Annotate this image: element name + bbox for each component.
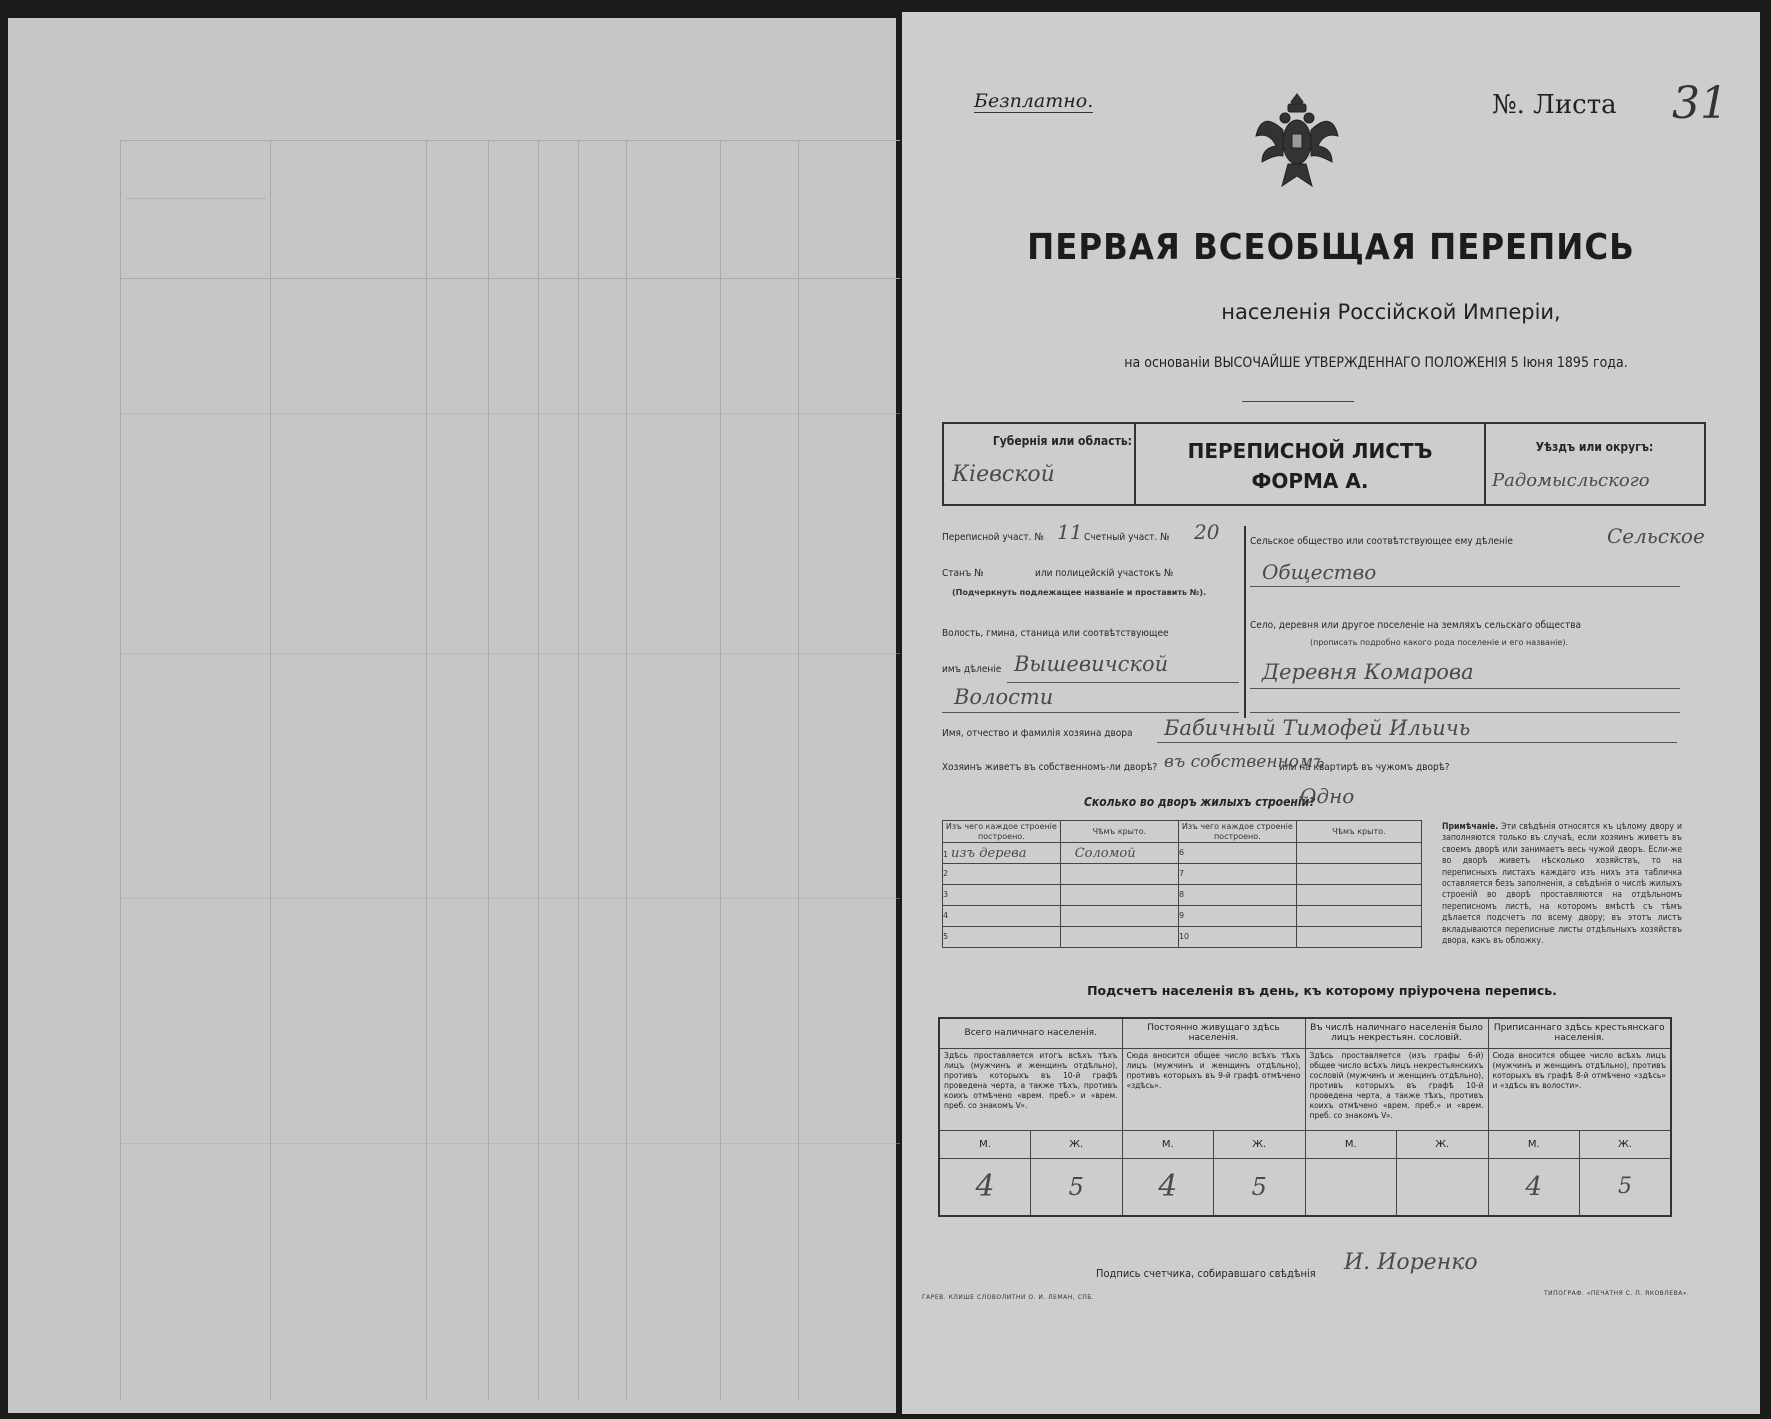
owner-label: Имя, отчество и фамилія хозяина двора — [942, 728, 1133, 739]
buildings-label: Сколько во дворъ жилыхъ строеній? — [1084, 795, 1316, 809]
document-title: ПЕРВАЯ ВСЕОБЩАЯ ПЕРЕПИСЬ — [1027, 227, 1635, 268]
left-page — [8, 18, 896, 1413]
count-col-2-desc: Сюда вносится общее число всѣхъ тѣхъ лицъ (мужчинъ и женщинъ отдѣльно), противъ которыхъ въ 9-й графѣ отмѣчено «здѣсь». — [1126, 1050, 1301, 1090]
stan-note: (Подчеркнуть подлежащее названіе и проставить №). — [952, 588, 1207, 597]
owner-value: Бабичный Тимофей Ильичь — [1164, 716, 1471, 740]
total-female: 5 — [1031, 1158, 1123, 1216]
signature-value: И. Иоренко — [1344, 1250, 1478, 1275]
schetny-value: 20 — [1194, 520, 1220, 544]
lives-label-2: или на квартирѣ въ чужомъ дворѣ? — [1279, 762, 1450, 773]
sheet-number-value: 31 — [1672, 78, 1728, 129]
volost-value-2: Волости — [954, 685, 1054, 709]
table-row: 1 изъ дерева Соломой 6 — [943, 843, 1422, 864]
form-title-1: ПЕРЕПИСНОЙ ЛИСТЪ — [1187, 439, 1433, 463]
free-label: Безплатно. — [974, 90, 1094, 112]
count-col-2-header: Постоянно живущаго здѣсь населенія. — [1147, 1023, 1280, 1044]
footer-left: ГАРЕВ. КЛИШЕ СЛОВОЛИТНИ О. И. ЛЕМАН, СПБ. — [922, 1294, 1095, 1301]
volost-label-1: Волость, гмина, станица или соотвѣтствующее — [942, 628, 1169, 639]
signature-label: Подпись счетчика, собиравшаго свѣдѣнія — [1096, 1267, 1316, 1280]
selo-note: (прописать подробно какого рода поселеніе и его названіе). — [1310, 638, 1568, 647]
m-header: М. — [939, 1130, 1031, 1158]
guberniya-value: Кіевской — [952, 462, 1055, 487]
col-material-header-2: Изъ чего каждое строеніе построено. — [1181, 821, 1293, 841]
buildings-table — [942, 820, 1422, 948]
col-material-header: Изъ чего каждое строеніе построено. — [945, 821, 1057, 841]
count-col-3-desc: Здѣсь проставляется (изъ графы 6-й) общее число всѣхъ лицъ некрестьянскихъ сословій (мужчинъ и женщинъ отдѣльно), противъ которыхъ въ графѣ 10-й проведена черта, а также тѣхъ, противъ коихъ отмѣчено «врем. преб.» и «врем. преб. со знакомъ V». — [1309, 1050, 1484, 1120]
lives-label: Хозяинъ живетъ въ собственномъ-ли дворѣ? — [942, 762, 1158, 773]
non-peasant-female — [1397, 1158, 1489, 1216]
note-title: Примѣчаніе. — [1442, 822, 1499, 832]
table-row: 2 7 — [943, 864, 1422, 885]
selo-label: Село, деревня или другое поселеніе на земляхъ сельскаго общества — [1250, 620, 1582, 631]
col-roof-header: Чѣмъ крыто. — [1092, 826, 1147, 836]
selo-value: Деревня Комарова — [1262, 660, 1474, 684]
table-row: 3 8 — [943, 885, 1422, 906]
document-subtitle: населенія Россійской Имперіи, — [1221, 300, 1561, 324]
uchastok-label: Переписной участ. № — [942, 532, 1044, 543]
non-peasant-male — [1305, 1158, 1397, 1216]
guberniya-label: Губернія или область: — [992, 434, 1132, 448]
permanent-female: 5 — [1214, 1158, 1306, 1216]
col-roof-header-2: Чѣмъ крыто. — [1332, 826, 1386, 836]
sheet-number-label: №. Листа — [1492, 90, 1617, 120]
police-label: или полицейскій участокъ № — [1035, 568, 1174, 579]
obshchestvo-label: Сельское общество или соотвѣтствующее ему дѣленіе — [1250, 536, 1513, 547]
total-male: 4 — [939, 1158, 1031, 1216]
volost-value-1: Вышевичской — [1014, 652, 1169, 676]
count-col-1-desc: Здѣсь проставляется итогъ всѣхъ тѣхъ лицъ (мужчинъ и женщинъ отдѣльно), противъ которыхъ въ 10-й графѣ проведена черта, а также тѣхъ, противъ коихъ отмѣчено «врем. преб.» и «врем. преб. со знакомъ V». — [944, 1050, 1118, 1110]
f-header: Ж. — [1580, 1130, 1672, 1158]
m-header: М. — [1122, 1130, 1214, 1158]
ornament-divider — [1242, 401, 1354, 402]
permanent-male: 4 — [1122, 1158, 1214, 1216]
count-col-4-header: Приписаннаго здѣсь крестьянскаго населенія. — [1493, 1023, 1665, 1044]
schetny-label: Счетный участ. № — [1084, 532, 1170, 543]
material-value: изъ дерева — [950, 845, 1027, 861]
f-header: Ж. — [1397, 1130, 1489, 1158]
uchastok-value: 11 — [1057, 520, 1083, 544]
assigned-male: 4 — [1488, 1158, 1580, 1216]
lives-value: въ собственномъ — [1164, 752, 1325, 772]
f-header: Ж. — [1031, 1130, 1123, 1158]
count-section-title: Подсчетъ населенія въ день, къ которому пріурочена перепись. — [1087, 983, 1557, 998]
obshchestvo-value-1: Сельское — [1607, 524, 1705, 548]
form-title-2: ФОРМА А. — [1251, 469, 1369, 493]
count-col-4-desc: Сюда вносится общее число всѣхъ лицъ (мужчинъ и женщинъ отдѣльно), противъ которыхъ въ графѣ 8-й отмѣчено «здѣсь» и «здѣсь въ волости». — [1492, 1050, 1666, 1090]
footer-right: ТИПОГРАФ. «ПЕЧАТНЯ С. П. ЯКОВЛЕВА». — [1544, 1290, 1690, 1297]
population-table — [938, 1017, 1672, 1217]
m-header: М. — [1488, 1130, 1580, 1158]
table-row: 5 10 — [943, 927, 1422, 948]
basis-line: на основаніи ВЫСОЧАЙШЕ УТВЕРЖДЕННАГО ПОЛОЖЕНІЯ 5 Іюня 1895 года. — [1124, 355, 1628, 371]
note-block — [1442, 822, 1682, 947]
buildings-value: Одно — [1300, 784, 1355, 808]
table-row: 4 9 — [943, 906, 1422, 927]
count-col-1-header: Всего наличнаго населенія. — [964, 1028, 1097, 1039]
volost-label-2: имъ дѣленіе — [942, 664, 1002, 675]
uezd-label: Уѣздъ или округъ: — [1535, 440, 1654, 454]
obshchestvo-value-2: Общество — [1262, 560, 1377, 584]
m-header: М. — [1305, 1130, 1397, 1158]
assigned-female: 5 — [1580, 1158, 1672, 1216]
note-text: Эти свѣдѣнія относятся къ цѣлому двору и заполняются только въ случаѣ, если хозяинъ живетъ въ своемъ дворѣ или занимаетъ весь чужой дворъ. Если-же во дворѣ живетъ нѣсколько хозяйствъ, то на переписныхъ листахъ каждаго изъ нихъ эта табличка оставляется безъ заполненія, а свѣдѣнія о числѣ жилыхъ строеній во дворѣ проставляются на отдѣльномъ переписномъ листѣ, на которомъ вмѣстѣ съ тѣмъ дѣлается подсчетъ по всему двору; въ этотъ листъ вкладываются переписные листы отдѣльныхъ хозяйствъ двора, какъ въ обложку. — [1442, 822, 1682, 947]
uezd-value: Радомысльского — [1492, 470, 1650, 491]
imperial-eagle-emblem — [1252, 90, 1342, 202]
count-col-3-header: Въ числѣ наличнаго населенія было лицъ некрестьян. сословій. — [1310, 1023, 1483, 1044]
right-page — [902, 12, 1760, 1414]
roof-value: Соломой — [1074, 845, 1136, 861]
stan-label: Станъ № — [942, 568, 984, 579]
f-header: Ж. — [1214, 1130, 1306, 1158]
